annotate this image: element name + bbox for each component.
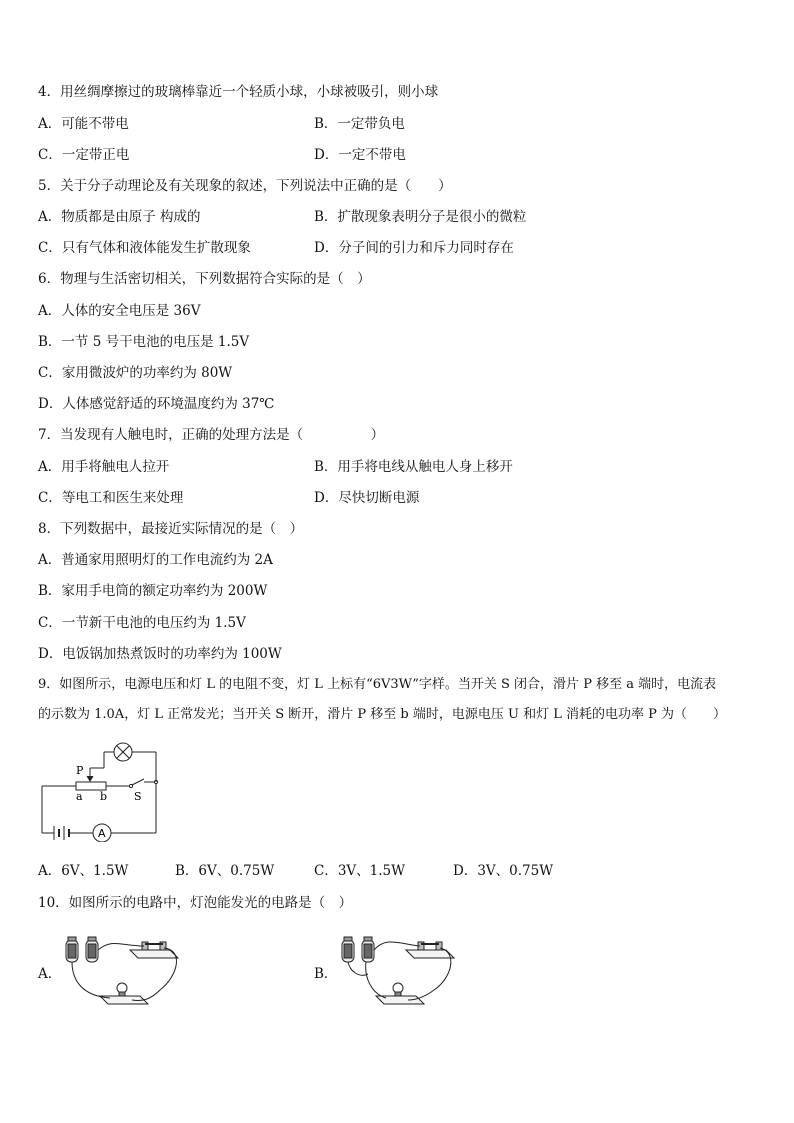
q9-stem-line1: 9．如图所示，电源电压和灯 L 的电阻不变，灯 L 上标有“6V3W”字样。当开关 S 闭合，滑片 P 移至 a 端时，电流表	[38, 677, 717, 692]
q10-option-a-label: A．	[38, 966, 62, 982]
q9-label-s: S	[134, 790, 142, 803]
q6-stem: 6．物理与生活密切相关，下列数据符合实际的是（ ）	[38, 271, 371, 287]
q9-option-d: D．3V、0.75W	[453, 863, 554, 879]
q10-option-b-label: B．	[314, 966, 338, 982]
q8-stem: 8．下列数据中，最接近实际情况的是（ ）	[38, 521, 304, 537]
q8-option-c: C．一节新干电池的电压约为 1.5V	[38, 615, 246, 631]
q9-label-p: P	[76, 764, 84, 777]
q9-circuit-diagram	[36, 738, 166, 842]
q5-option-b: B．扩散现象表明分子是很小的微粒	[314, 209, 527, 225]
q9-label-a: a	[76, 790, 83, 803]
q10-circuit-a-illustration	[60, 928, 185, 1020]
q9-option-a: A．6V、1.5W	[38, 863, 129, 879]
q10-stem: 10．如图所示的电路中，灯泡能发光的电路是（ ）	[38, 895, 353, 911]
q4-option-a: A．可能不带电	[38, 116, 129, 132]
q6-option-b: B．一节 5 号干电池的电压是 1.5V	[38, 334, 250, 350]
q6-option-a: A．人体的安全电压是 36V	[38, 303, 201, 319]
q5-option-c: C．只有气体和液体能发生扩散现象	[38, 240, 251, 256]
q5-stem: 5．关于分子动理论及有关现象的叙述，下列说法中正确的是（ ）	[38, 178, 452, 194]
q4-option-d: D．一定不带电	[314, 147, 406, 163]
q9-ammeter-label: A	[98, 827, 106, 840]
q8-option-a: A．普通家用照明灯的工作电流约为 2A	[38, 552, 273, 568]
q9-option-c: C．3V、1.5W	[314, 863, 406, 879]
q9-label-b: b	[100, 790, 108, 803]
q6-option-d: D．人体感觉舒适的环境温度约为 37℃	[38, 396, 275, 412]
q7-option-b: B．用手将电线从触电人身上移开	[314, 459, 513, 475]
q6-option-c: C．家用微波炉的功率约为 80W	[38, 365, 233, 381]
q9-option-b: B．6V、0.75W	[175, 863, 275, 879]
q9-stem-line2: 的示数为 1.0A，灯 L 正常发光；当开关 S 断开，滑片 P 移至 b 端时，电源电压 U 和灯 L 消耗的电功率 P 为（ ）	[38, 707, 726, 722]
q8-option-b: B．家用手电筒的额定功率约为 200W	[38, 583, 268, 599]
q7-option-a: A．用手将触电人拉开	[38, 459, 170, 475]
q7-option-d: D．尽快切断电源	[314, 490, 420, 506]
q7-stem: 7．当发现有人触电时，正确的处理方法是（ ）	[38, 427, 385, 443]
q4-option-b: B．一定带负电	[314, 116, 405, 132]
q5-option-d: D．分子间的引力和斥力同时存在	[314, 240, 514, 256]
q10-circuit-b-illustration	[336, 928, 461, 1020]
q4-stem: 4．用丝绸摩擦过的玻璃棒靠近一个轻质小球，小球被吸引，则小球	[38, 84, 439, 100]
q7-option-c: C．等电工和医生来处理	[38, 490, 184, 506]
q8-option-d: D．电饭锅加热煮饭时的功率约为 100W	[38, 646, 282, 662]
q4-option-c: C．一定带正电	[38, 147, 130, 163]
q5-option-a: A．物质都是由原子 构成的	[38, 209, 201, 225]
